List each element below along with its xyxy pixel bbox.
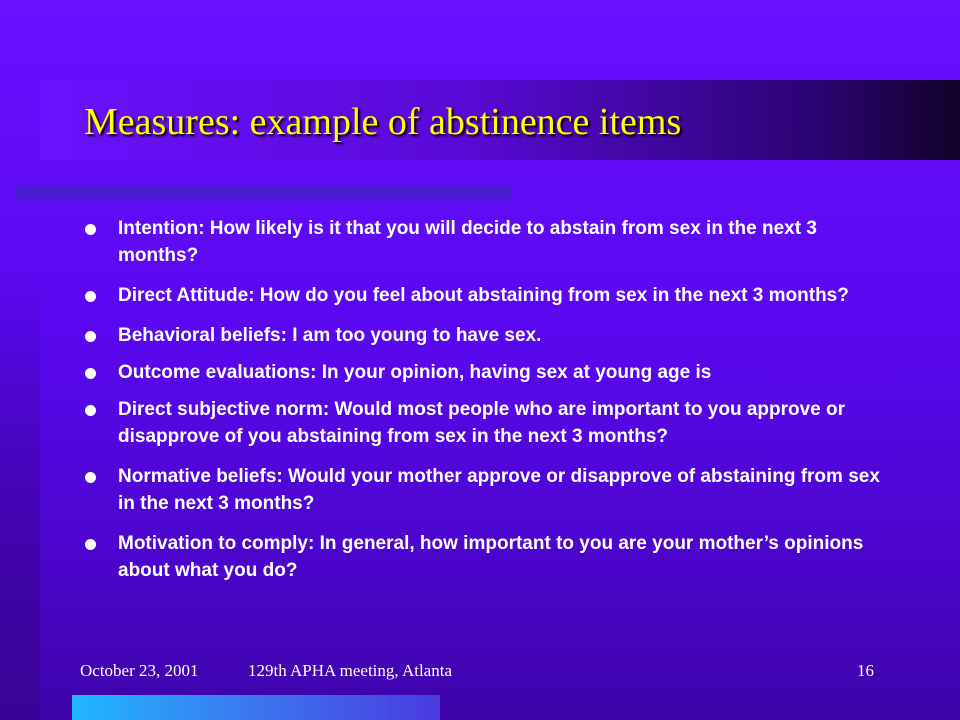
bullet-text: Motivation to comply: In general, how important to you are your mother’s opinions about what you do? xyxy=(118,533,864,581)
bullet-dot-icon xyxy=(85,224,96,235)
bullet-dot-icon xyxy=(85,368,96,379)
bullet-text: Behavioral beliefs: I am too young to have sex. xyxy=(118,325,542,346)
bullet-item-outcome-evaluations xyxy=(80,359,880,386)
bullet-item-direct-attitude xyxy=(80,282,880,309)
bullet-item-motivation-to-comply xyxy=(80,530,880,584)
bottom-accent-bar xyxy=(72,695,440,720)
bullet-dot-icon xyxy=(85,539,96,550)
bullet-text: Normative beliefs: Would your mother approve or disapprove of abstaining from sex in the next 3 months? xyxy=(118,466,880,514)
bullet-text: Intention: How likely is it that you will decide to abstain from sex in the next 3 months? xyxy=(118,218,817,266)
bullet-dot-icon xyxy=(85,405,96,416)
bullet-item-intention xyxy=(80,215,880,269)
bullet-text: Outcome evaluations: In your opinion, having sex at young age is xyxy=(118,362,712,383)
bullet-item-normative-beliefs xyxy=(80,463,880,517)
footer-event: 129th APHA meeting, Atlanta xyxy=(248,661,452,680)
slide-title: Measures: example of abstinence items xyxy=(84,101,682,143)
bullet-dot-icon xyxy=(85,291,96,302)
bullet-text: Direct Attitude: How do you feel about abstaining from sex in the next 3 months? xyxy=(118,285,849,306)
bullet-dot-icon xyxy=(85,331,96,342)
title-underline-bar xyxy=(16,185,512,199)
footer-date: October 23, 2001 xyxy=(80,661,199,680)
bullet-item-subjective-norm xyxy=(80,396,880,450)
left-shade-band xyxy=(0,255,40,720)
bullet-text: Direct subjective norm: Would most people who are important to you approve or disapprove of you abstaining from sex in the next 3 months? xyxy=(118,399,846,447)
bullet-list xyxy=(80,215,880,597)
bullet-item-behavioral-beliefs xyxy=(80,322,880,349)
footer-page-number: 16 xyxy=(857,661,874,680)
bullet-dot-icon xyxy=(85,472,96,483)
